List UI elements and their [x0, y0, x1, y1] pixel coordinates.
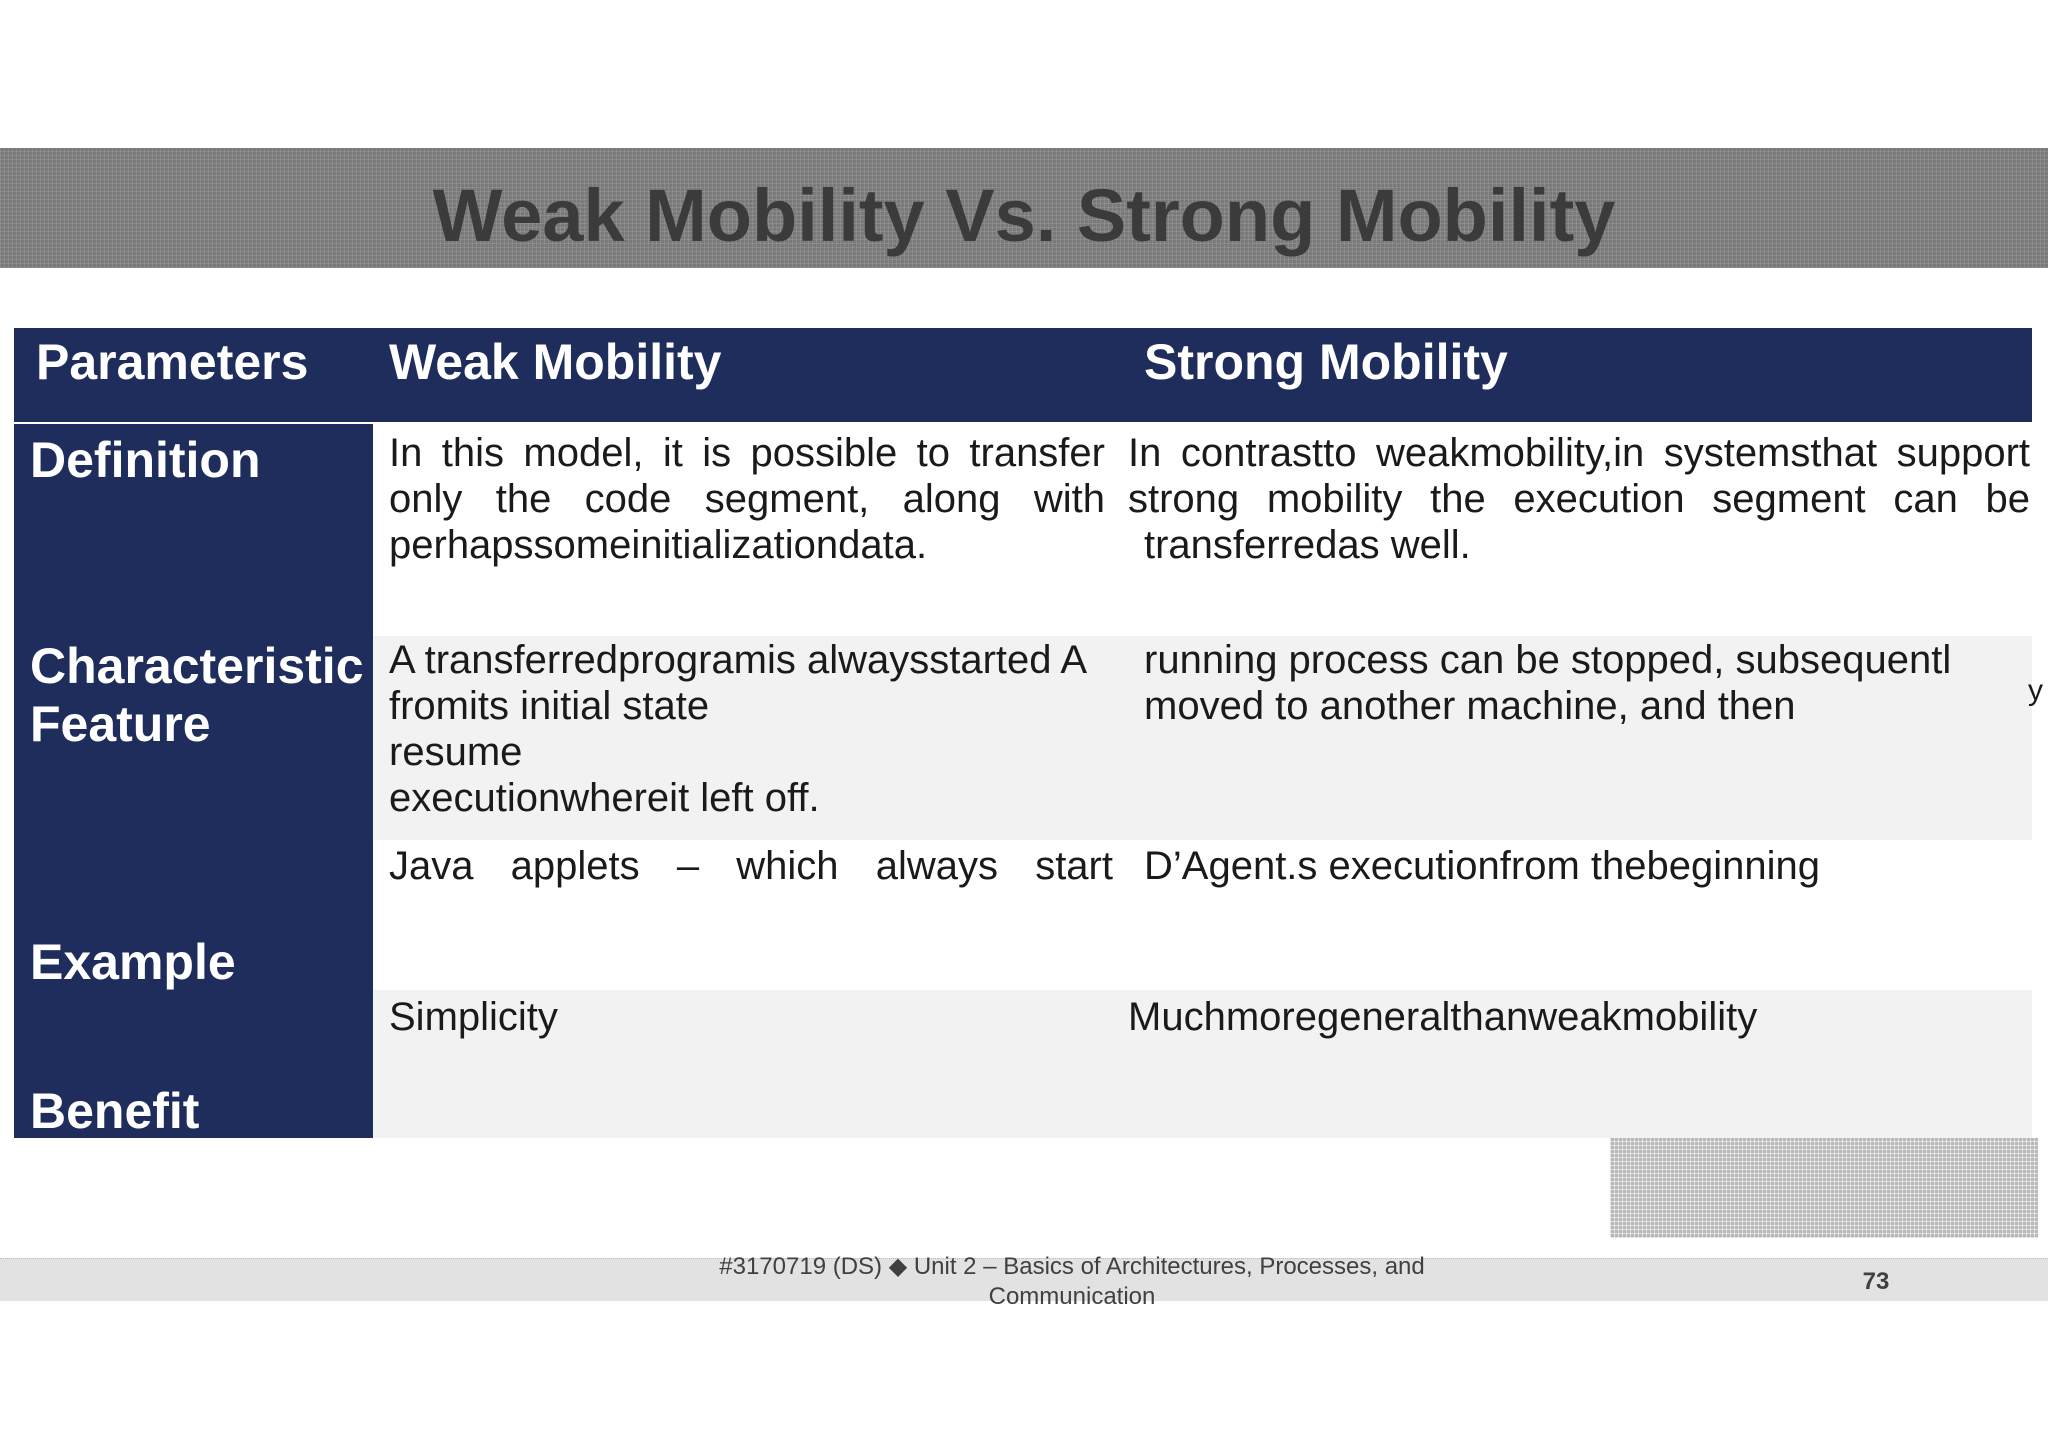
page-number: 73 — [1862, 1268, 1890, 1295]
characteristic-strong-cell: running process can be stopped, subsequentl moved to another machine, and then — [1144, 638, 1952, 728]
row-label-example: Example — [30, 934, 236, 990]
example-strong-cell: D’Agent.s executionfrom thebeginning — [1144, 844, 1820, 888]
row-label-definition: Definition — [30, 432, 261, 488]
benefit-weak-cell: Simplicity — [389, 995, 558, 1039]
definition-weak-cell: In this model, it is possible to transfer only the code segment, along with perhapssomeinitializationdata. — [389, 431, 1105, 567]
benefit-strong-cell: Muchmoregeneralthanweakmobility — [1128, 995, 1758, 1039]
header-strong-mobility: Strong Mobility — [1144, 334, 1508, 390]
row-label-characteristic-feature: Characteristic Feature — [30, 638, 364, 752]
example-weak-cell: Java applets – which always start — [389, 844, 1113, 888]
definition-strong-cell: In contrastto weakmobility,in systemsthat support strong mobility the execution segment can be transferredas well. — [1128, 431, 2030, 567]
footer-course-info: #3170719 (DS) ◆ Unit 2 – Basics of Architectures, Processes, and Communication — [719, 1253, 1425, 1310]
table-header-row — [14, 328, 2032, 424]
slide-title: Weak Mobility Vs. Strong Mobility — [432, 174, 1616, 257]
row-label-benefit: Benefit — [30, 1083, 200, 1139]
header-parameters: Parameters — [36, 334, 309, 390]
characteristic-overflow-glyph: y — [2028, 674, 2043, 707]
characteristic-weak-cell: A transferredprogramis alwaysstarted A fromits initial state resume executionwhereit left off. — [389, 638, 1088, 820]
header-weak-mobility: Weak Mobility — [389, 334, 722, 390]
decorative-pattern-block — [1610, 1138, 2038, 1238]
